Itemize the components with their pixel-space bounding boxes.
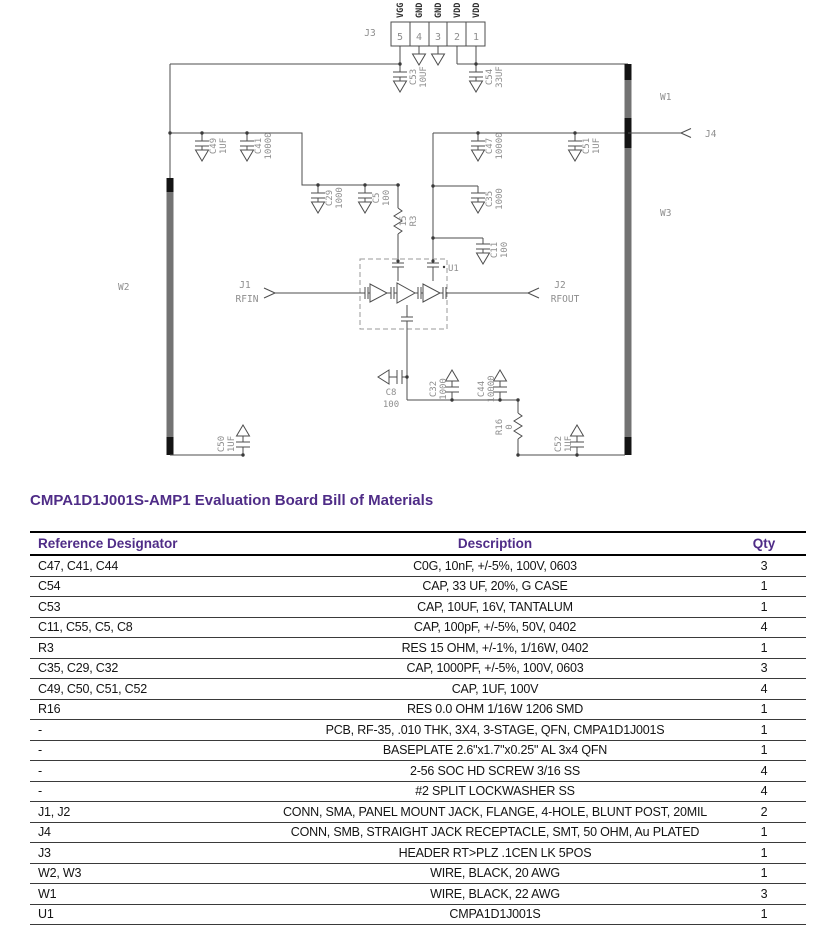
bom-desc: PCB, RF-35, .010 THK, 3X4, 3-STAGE, QFN, CMPA1D1J001S — [325, 722, 665, 737]
value-label: 10000 — [495, 132, 505, 160]
bom-qty: 1 — [760, 722, 768, 737]
ref-label: C54 — [485, 68, 495, 86]
bom-ref: - — [38, 784, 42, 799]
ref-label: C32 — [429, 380, 439, 398]
value-label: 1UF — [219, 137, 229, 155]
bom-qty: 1 — [760, 866, 768, 881]
table-row — [30, 700, 806, 721]
bom-qty: 1 — [760, 845, 768, 860]
table-row — [30, 843, 806, 864]
value-label: 100 — [382, 189, 392, 207]
w1-label: W1 — [660, 92, 672, 103]
bom-qty: 1 — [760, 825, 768, 840]
component-c54 — [469, 64, 505, 92]
amp-stage-2 — [397, 283, 415, 303]
value-label: 1000 — [335, 187, 345, 209]
bom-ref: C47, C41, C44 — [38, 558, 119, 573]
table-row — [30, 761, 806, 782]
value-label: 1UF — [564, 435, 574, 453]
bom-qty: 4 — [760, 681, 768, 696]
port-j1 — [236, 280, 275, 305]
bom-desc: WIRE, BLACK, 22 AWG — [430, 886, 560, 901]
ref-label: C50 — [217, 435, 227, 453]
value-label: 0 — [505, 424, 515, 430]
table-row — [30, 802, 806, 823]
value-label: 15 — [399, 215, 409, 227]
j3-pin-num: 1 — [472, 32, 480, 43]
bom-desc: CAP, 100pF, +/-5%, 50V, 0402 — [413, 620, 577, 635]
amp-stage-3 — [423, 284, 440, 302]
bom-ref: J3 — [38, 845, 51, 860]
value-label: 1UF — [227, 435, 237, 453]
ref-label: C52 — [554, 435, 564, 453]
j1-ref: J1 — [239, 280, 251, 291]
component-r16 — [495, 400, 522, 455]
value-label: 100 — [382, 400, 400, 410]
component-c52 — [554, 425, 584, 455]
bom-header-ref: Reference Designator — [38, 536, 178, 551]
j2-ref: J2 — [554, 280, 566, 291]
bom-ref: R16 — [38, 702, 61, 717]
amp-stage-1 — [370, 284, 387, 302]
j3-pin-num: 3 — [434, 32, 442, 43]
bom-ref: R3 — [38, 640, 54, 655]
ref-label: C5 — [372, 192, 382, 204]
bom-qty: 3 — [760, 558, 768, 573]
bom-qty: 4 — [760, 763, 768, 778]
component-c8 — [378, 370, 407, 410]
table-row — [30, 577, 806, 598]
value-label: 1000 — [439, 378, 449, 400]
j3-pin-label: GND — [434, 2, 444, 18]
bom-rows — [30, 556, 806, 925]
bom-desc: CONN, SMB, STRAIGHT JACK RECEPTACLE, SMT, 50 OHM, Au PLATED — [290, 825, 700, 840]
table-row — [30, 556, 806, 577]
bom-qty: 3 — [760, 661, 768, 676]
wire-w2 — [118, 178, 170, 455]
table-row — [30, 720, 806, 741]
bom-ref: - — [38, 743, 42, 758]
bom-desc: HEADER RT>PLZ .1CEN LK 5POS — [398, 845, 592, 860]
component-c49 — [195, 133, 229, 161]
bom-qty: 1 — [760, 907, 768, 922]
component-c32 — [429, 370, 459, 400]
bom-qty: 1 — [760, 579, 768, 594]
bom-ref: W2, W3 — [38, 866, 82, 881]
ref-label: R16 — [495, 418, 505, 436]
value-label: 100 — [500, 241, 510, 259]
bom-desc: CAP, 1UF, 100V — [451, 681, 539, 696]
bom-qty: 4 — [760, 620, 768, 635]
ref-label: C51 — [582, 137, 592, 155]
ref-label: C47 — [485, 137, 495, 155]
ref-label: C11 — [490, 241, 500, 259]
bom-desc: CAP, 33 UF, 20%, G CASE — [422, 579, 568, 594]
bom-ref: C11, C55, C5, C8 — [38, 620, 133, 635]
component-c29 — [311, 185, 345, 213]
junction-dots — [168, 62, 578, 456]
ref-label: C53 — [409, 68, 419, 86]
component-c35 — [471, 186, 505, 213]
bom-desc: BASEPLATE 2.6"x1.7"x0.25" AL 3x4 QFN — [382, 743, 608, 758]
ref-label: C29 — [325, 189, 335, 207]
table-row — [30, 864, 806, 885]
table-row — [30, 638, 806, 659]
ref-label: C44 — [477, 380, 487, 398]
bom-ref: J1, J2 — [38, 804, 71, 819]
table-row — [30, 823, 806, 844]
table-row — [30, 597, 806, 618]
j3-pin-label: VDD — [453, 2, 463, 18]
bom-header-desc: Description — [457, 536, 533, 551]
value-label: 10000 — [487, 375, 497, 403]
j4-label: J4 — [705, 129, 717, 140]
bom-ref: J4 — [38, 825, 51, 840]
table-row — [30, 618, 806, 639]
w3-label: W3 — [660, 208, 672, 219]
bom-ref: - — [38, 763, 42, 778]
bom-desc: #2 SPLIT LOCKWASHER SS — [415, 784, 575, 799]
component-c11 — [476, 238, 510, 264]
wire-w1 — [628, 64, 672, 148]
bom-ref: U1 — [38, 907, 54, 922]
ref-label: C8 — [385, 388, 397, 398]
table-row — [30, 782, 806, 803]
bom-desc: CONN, SMA, PANEL MOUNT JACK, FLANGE, 4-HOLE, BLUNT POST, 20MIL — [282, 804, 708, 819]
u1-label: U1 — [448, 264, 459, 274]
component-c44 — [477, 370, 507, 403]
component-c51 — [568, 133, 602, 161]
component-c41 — [240, 132, 274, 161]
bom-table — [30, 531, 806, 925]
connector-j3 — [364, 3, 485, 65]
port-j2 — [528, 280, 580, 305]
ref-label: C49 — [209, 137, 219, 155]
component-r3 — [394, 185, 419, 261]
value-label: 1000 — [495, 188, 505, 210]
bom-header-qty: Qty — [752, 536, 776, 551]
bom-title: CMPA1D1J001S-AMP1 Evaluation Board Bill of Materials — [30, 492, 434, 509]
value-label: 33UF — [495, 66, 505, 88]
bom-desc: 2-56 SOC HD SCREW 3/16 SS — [409, 763, 581, 778]
bom-qty: 4 — [760, 784, 768, 799]
bom-desc: RES 0.0 OHM 1/16W 1206 SMD — [406, 702, 584, 717]
bom-desc: RES 15 OHM, +/-1%, 1/16W, 0402 — [401, 640, 589, 655]
ref-label: C35 — [485, 190, 495, 208]
component-c50 — [217, 425, 250, 455]
j3-pin-label: VDD — [472, 2, 482, 18]
bom-qty: 3 — [760, 886, 768, 901]
table-row — [30, 659, 806, 680]
j3-pin-num: 4 — [415, 32, 423, 43]
ref-label: R3 — [409, 215, 419, 227]
table-row — [30, 884, 806, 905]
component-c53 — [393, 64, 429, 92]
bom-ref: W1 — [38, 886, 57, 901]
j2-name: RFOUT — [550, 294, 580, 305]
bom-qty: 1 — [760, 743, 768, 758]
vgg-rail — [170, 64, 400, 185]
w2-label: W2 — [118, 282, 130, 293]
j3-pin-label: GND — [415, 2, 425, 18]
bom-desc: CAP, 1000PF, +/-5%, 100V, 0603 — [406, 661, 584, 676]
bom-ref: - — [38, 722, 42, 737]
component-c47 — [471, 132, 505, 161]
table-row — [30, 679, 806, 700]
j3-pin-num: 2 — [453, 32, 461, 43]
j3-ref: J3 — [364, 28, 376, 39]
j3-pin-label: VGG — [396, 2, 406, 18]
bom-qty: 1 — [760, 640, 768, 655]
bom-desc: WIRE, BLACK, 20 AWG — [430, 866, 560, 881]
value-label: 10000 — [264, 132, 274, 160]
value-label: 10UF — [419, 66, 429, 88]
table-row — [30, 905, 806, 926]
bom-desc: CAP, 10UF, 16V, TANTALUM — [417, 599, 573, 614]
wire-w3 — [628, 148, 671, 455]
value-label: 1UF — [592, 137, 602, 155]
bom-desc: CMPA1D1J001S — [449, 907, 541, 922]
j3-pin-num: 5 — [396, 32, 404, 43]
bom-qty: 1 — [760, 599, 768, 614]
bom-ref: C49, C50, C51, C52 — [38, 681, 147, 696]
bom-ref: C53 — [38, 599, 61, 614]
bom-ref: C35, C29, C32 — [38, 661, 119, 676]
table-row — [30, 741, 806, 762]
bom-desc: C0G, 10nF, +/-5%, 100V, 0603 — [413, 558, 577, 573]
bom-qty: 2 — [760, 804, 768, 819]
component-c5 — [358, 185, 392, 213]
bom-ref: C54 — [38, 579, 61, 594]
bom-header-row — [30, 531, 806, 556]
port-j4 — [628, 129, 717, 141]
bom-qty: 1 — [760, 702, 768, 717]
j1-name: RFIN — [235, 294, 259, 305]
ref-label: C41 — [254, 137, 264, 155]
